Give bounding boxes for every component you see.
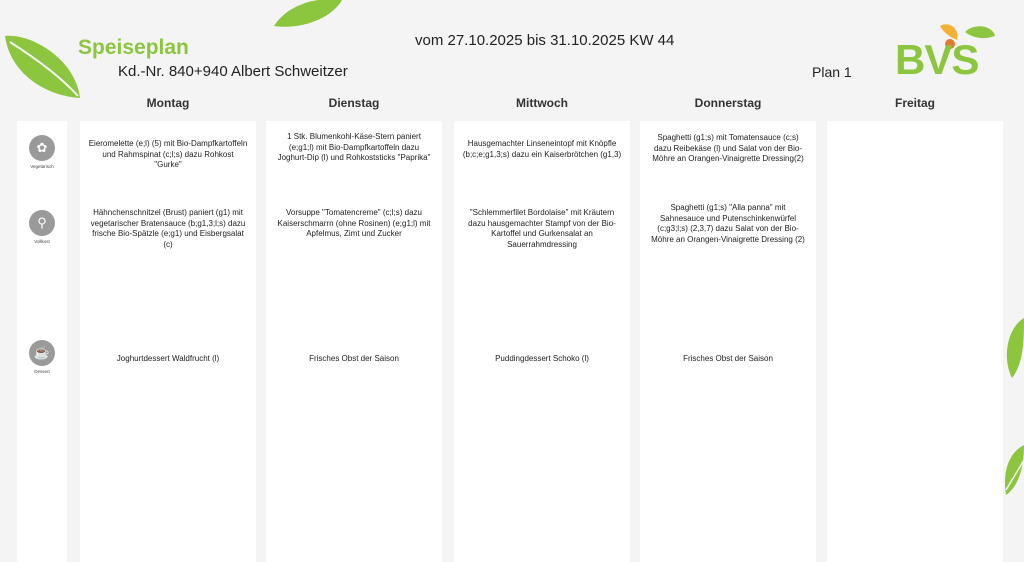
meal-vollkost: "Schlemmerfilet Bordolaise" mit Kräutern dazu hausgemachter Stampf von der Bio-Kartoffel und Gurkensalat an Sauerrahmdressing xyxy=(468,208,616,249)
day-column-mittwoch xyxy=(454,121,630,562)
category-vegetarisch xyxy=(17,135,67,169)
company-logo xyxy=(895,22,1000,84)
meal-vollkost: Vorsuppe "Tomatencreme" (c;l;s) dazu Kaiserschmarrn (ohne Rosinen) (e;g1;l) mit Apfelmus, Zimt und Zucker xyxy=(277,208,431,238)
meal-dessert: Puddingdessert Schoko (l) xyxy=(495,354,589,363)
meal-vegetarisch: 1 Stk. Blumenkohl-Käse-Stern paniert (e;g1;l) mit Bio-Dampfkartoffeln dazu Joghurt-Dip (l) und Rohkoststicks "Paprika" xyxy=(277,132,431,162)
meal-dessert: Frisches Obst der Saison xyxy=(683,354,773,363)
logo-text: BVS xyxy=(895,36,979,83)
leaf-decoration-right-mid xyxy=(1002,318,1024,378)
meal-vollkost: Spaghetti (g1;s) "Alla panna" mit Sahnesauce und Putenschinkenwürfel (c;g3;l;s) (2,3,7) dazu Salat von der Bio-Möhre an Orangen-Vinaigrette Dressing (2) xyxy=(651,203,805,244)
date-range: vom 27.10.2025 bis 31.10.2025 KW 44 xyxy=(415,32,675,49)
page-title: Speiseplan xyxy=(78,36,189,59)
dessert-icon: ☕ xyxy=(29,340,55,366)
day-column-donnerstag xyxy=(640,121,816,562)
meal-vegetarisch: Spaghetti (g1;s) mit Tomatensauce (c;s) dazu Reibekäse (l) und Salat von der Bio-Möhre an Orangen-Vinaigrette Dressing(2) xyxy=(652,133,804,163)
day-header-mittwoch: Mittwoch xyxy=(516,96,568,110)
category-column xyxy=(17,121,67,562)
leaf-decoration-top xyxy=(272,0,344,28)
leaf-icon: ✿ xyxy=(29,135,55,161)
meal-vollkost: Hähnchenschnitzel (Brust) paniert (g1) mit vegetarischer Bratensauce (b;g1,3;l;s) dazu frische Bio-Spätzle (e;g1) und Eisbergsalat (c) xyxy=(90,208,246,249)
leaf-decoration-right-bottom xyxy=(1002,440,1024,495)
cutlery-icon: ⚲ xyxy=(29,210,55,236)
meal-vegetarisch: Eieromelette (e;l) (5) mit Bio-Dampfkartoffeln und Rahmspinat (c;l;s) dazu Rohkost "Gurke" xyxy=(88,139,248,169)
plan-label: Plan 1 xyxy=(812,64,852,80)
category-label: Dessert xyxy=(34,369,50,374)
meal-dessert: Joghurtdessert Waldfrucht (l) xyxy=(116,354,220,363)
category-vollkost xyxy=(17,210,67,244)
category-dessert xyxy=(17,340,67,374)
day-header-montag: Montag xyxy=(146,96,190,110)
day-column-freitag xyxy=(827,121,1003,562)
category-label: Vollkost xyxy=(34,239,50,244)
day-column-montag xyxy=(80,121,256,562)
day-header-freitag: Freitag xyxy=(894,96,935,110)
meal-vegetarisch: Hausgemachter Linseneintopf mit Knöpfle (b;c;e;g1,3;s) dazu ein Kaiserbrötchen (g1,3) xyxy=(462,139,622,159)
meal-dessert: Frisches Obst der Saison xyxy=(309,354,399,363)
day-header-donnerstag: Donnerstag xyxy=(694,96,762,110)
leaf-decoration-left xyxy=(0,28,85,103)
customer-number: Kd.-Nr. 840+940 Albert Schweitzer xyxy=(118,63,348,80)
category-label: Vegetarisch xyxy=(30,164,54,169)
day-column-dienstag xyxy=(266,121,442,562)
day-header-dienstag: Dienstag xyxy=(328,96,380,110)
